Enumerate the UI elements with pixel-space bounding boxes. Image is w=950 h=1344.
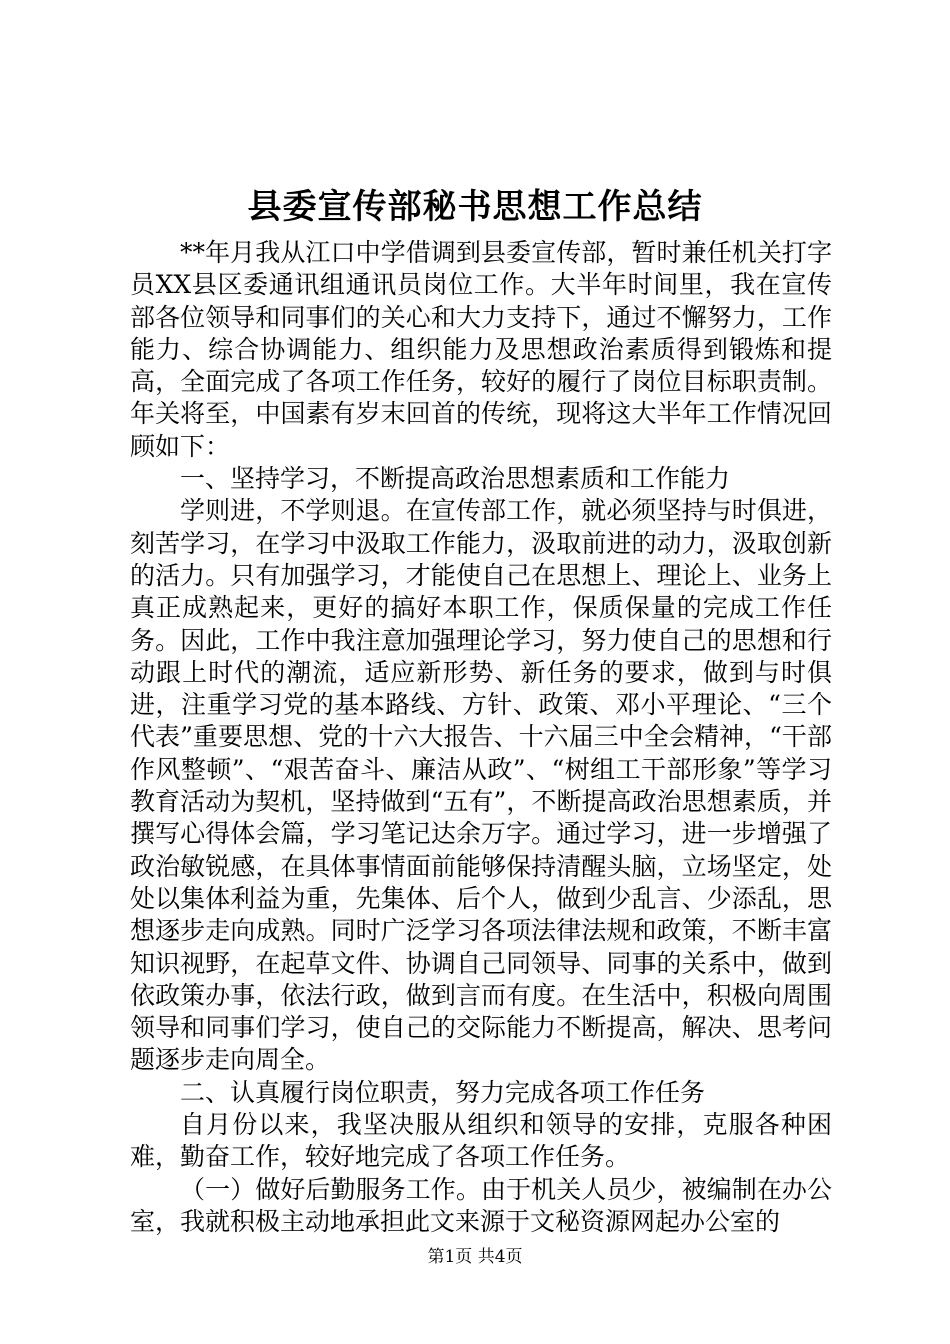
- duty-paragraph: 自月份以来，我坚决服从组织和领导的安排，克服各种困难，勤奋工作，较好地完成了各项工作任务。: [130, 1110, 832, 1172]
- intro-paragraph: **年月我从江口中学借调到县委宣传部，暂时兼任机关打字员XX县区委通讯组通讯员岗位工作。大半年时间里，我在宣传部各位领导和同事们的关心和大力支持下，通过不懈努力，工作能力、综合协调能力、组织能力及思想政治素质得到锻炼和提高，全面完成了各项工作任务，较好的履行了岗位目标职责制。年关将至，中国素有岁末回首的传统，现将这大半年工作情况回顾如下：: [130, 238, 832, 461]
- section-heading-1: 一、坚持学习，不断提高政治思想素质和工作能力: [180, 464, 731, 494]
- section-heading-2: 二、认真履行岗位职责，努力完成各项工作任务: [180, 1077, 706, 1107]
- page-footer: 第1页 共4页: [427, 1247, 523, 1267]
- study-paragraph: 学则进，不学则退。在宣传部工作，就必须坚持与时俱进，刻苦学习，在学习中汲取工作能力，汲取前进的动力，汲取创新的活力。只有加强学习，才能使自己在思想上、理论上、业务上真正成熟起来，更好的搞好本职工作，保质保量的完成工作任务。因此，工作中我注意加强理论学习，努力使自己的思想和行动跟上时代的潮流，适应新形势、新任务的要求，做到与时俱进，注重学习党的基本路线、方针、政策、邓小平理论、“三个代表”重要思想、党的十六大报告、十六届三中全会精神，“干部作风整顿”、“艰苦奋斗、廉洁从政”、“树组工干部形象”等学习教育活动为契机，坚持做到“五有”，不断提高政治思想素质，并撰写心得体会篇，学习笔记达余万字。通过学习，进一步增强了政治敏锐感，在具体事情面前能够保持清醒头脑，立场坚定，处处以集体利益为重，先集体、后个人，做到少乱言、少添乱，思想逐步走向成熟。同时广泛学习各项法律法规和政策，不断丰富知识视野，在起草文件、协调自己同领导、同事的关系中，做到依政策办事，依法行政，做到言而有度。在生活中，积极向周围领导和同事们学习，使自己的交际能力不断提高，解决、思考问题逐步走向周全。: [130, 496, 832, 1075]
- document-body: [130, 237, 832, 1238]
- logistics-paragraph: （一）做好后勤服务工作。由于机关人员少，被编制在办公室，我就积极主动地承担此文来源于文秘资源网起办公室的: [130, 1174, 832, 1236]
- document-title: 县委宣传部秘书思想工作总结: [247, 187, 703, 227]
